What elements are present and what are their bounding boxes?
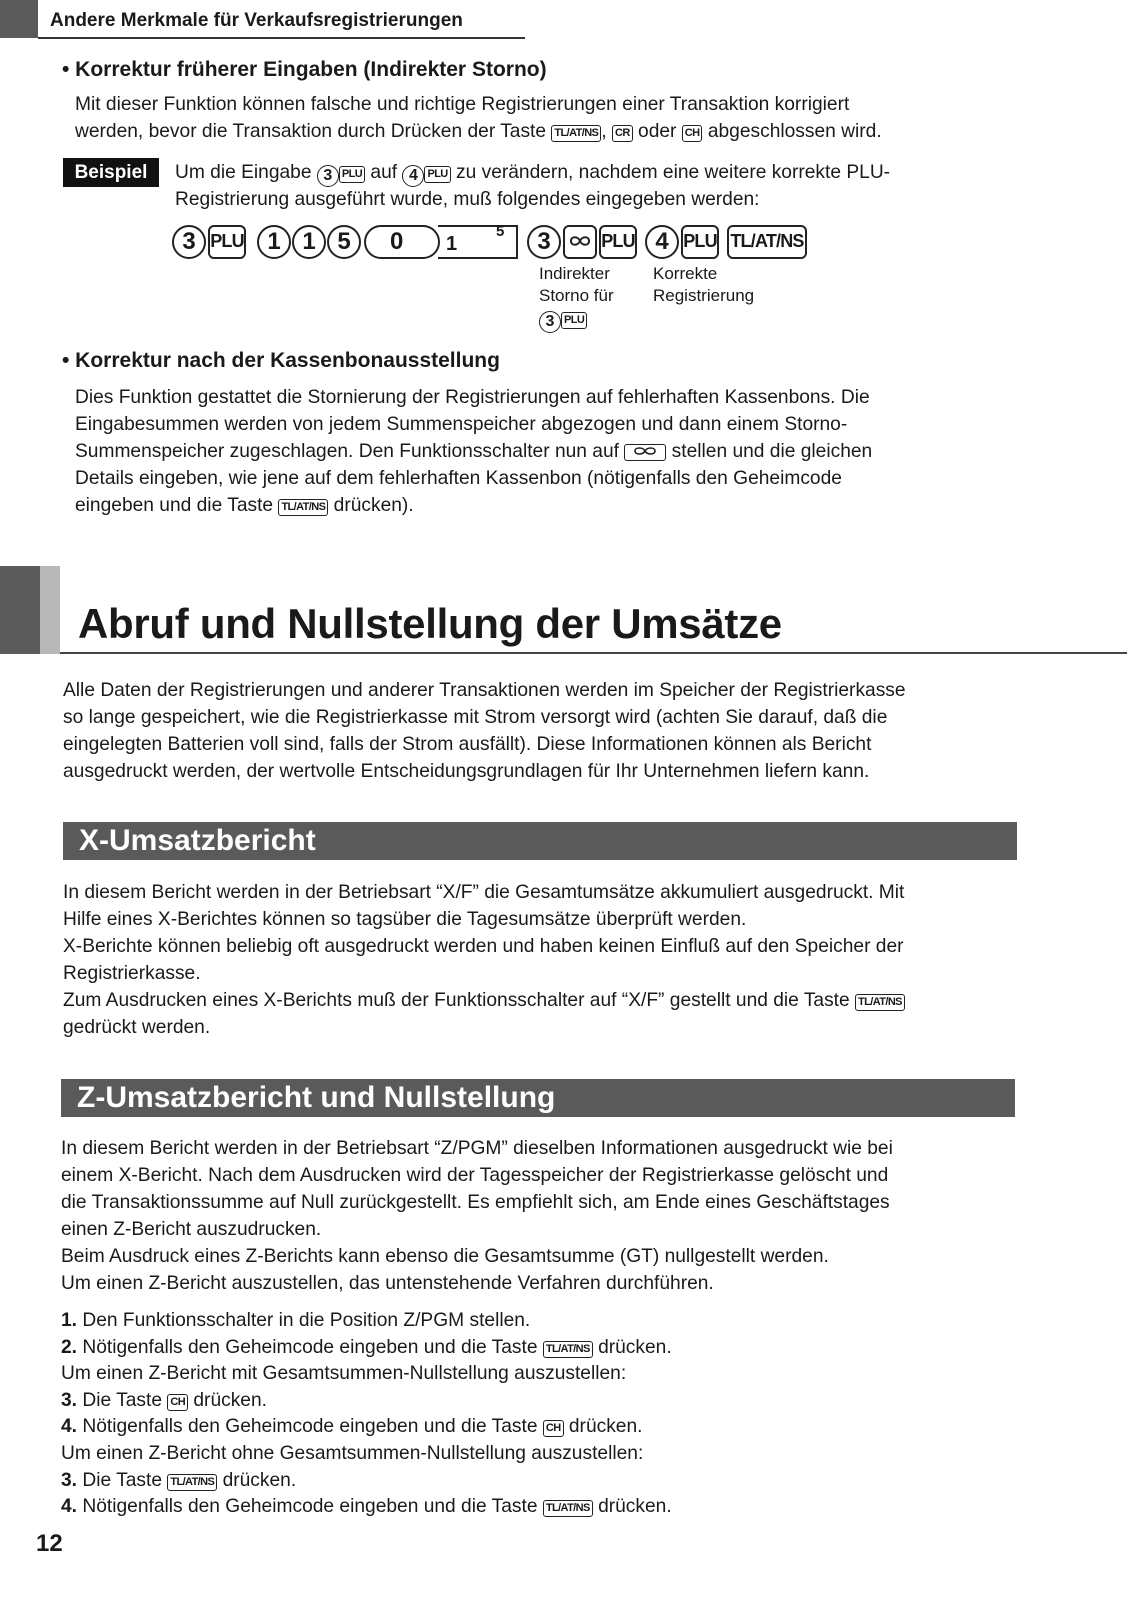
plu-key-icon: PLU [561, 312, 587, 329]
paragraph-line: Eingabesummen werden von jedem Summenspeicher abgezogen und dann einem Storno- [75, 414, 848, 435]
ch-key-icon: CH [167, 1394, 188, 1411]
paragraph-line: eingelegten Batterien voll sind, falls der Strom ausfällt). Diese Informationen können als Bericht [63, 734, 872, 755]
tl-at-ns-key-icon: TL/AT/NS [727, 225, 807, 259]
list-item: 1. Den Funktionsschalter in die Position Z/PGM stellen. [61, 1310, 531, 1331]
list-item: 4. Nötigenfalls den Geheimcode eingeben und die Taste CH drücken. [61, 1416, 643, 1438]
paragraph-line: so lange gespeichert, wie die Registrierkasse mit Strom versorgt wird (achten Sie darauf, daß die [63, 707, 888, 728]
paragraph-line: ausgedruckt werden, der wertvolle Entscheidungsgrundlagen für Ihr Unternehmen liefern kann. [63, 761, 870, 782]
digit-4-key-icon: 4 [402, 165, 424, 187]
paragraph-line: Details eingeben, wie jene auf dem fehlerhaften Kassenbon (nötigenfalls den Geheimcode [75, 468, 842, 489]
price-entry-box: 1 5 [438, 225, 518, 259]
chapter-rule [60, 652, 1127, 654]
plu-key-icon: PLU [681, 225, 719, 259]
plu-key-icon: PLU [208, 225, 246, 259]
tl-at-ns-key-icon: TL/AT/NS [551, 125, 601, 142]
example-badge: Beispiel [63, 158, 159, 187]
header-tab-block [0, 0, 38, 38]
annotation-indirect-void: Indirekter Storno für 3 PLU [539, 263, 614, 333]
digit-1-key-icon: 1 [257, 225, 291, 259]
tl-at-ns-key-icon: TL/AT/NS [167, 1474, 217, 1491]
paragraph-line: Beim Ausdruck eines Z-Berichts kann ebenso die Gesamtsumme (GT) nullgestellt werden. [61, 1246, 829, 1267]
paragraph-line: einen Z-Bericht auszudrucken. [61, 1219, 322, 1240]
double-zero-key-icon: 0 [364, 225, 440, 259]
step-list [61, 1308, 672, 1521]
cr-key-icon: CR [612, 125, 633, 142]
digit-3-key-icon: 3 [172, 225, 206, 259]
paragraph-line: werden, bevor die Transaktion durch Drücken der Taste TL/AT/NS , CR oder CH abgeschlossen wird. [75, 121, 882, 142]
list-item: 3. Die Taste CH drücken. [61, 1389, 267, 1411]
ch-key-icon: CH [543, 1420, 564, 1437]
ch-key-icon: CH [682, 125, 703, 142]
paragraph-line: Um einen Z-Bericht auszustellen, das untenstehende Verfahren durchführen. [61, 1273, 714, 1294]
chapter-tab-accent [40, 566, 60, 654]
example-line: Registrierung ausgeführt wurde, muß folgendes eingegeben werden: [175, 189, 760, 210]
tl-at-ns-key-icon: TL/AT/NS [855, 994, 905, 1011]
paragraph-line: Registrierkasse. [63, 963, 201, 984]
section-heading-indirect-void: • Korrektur früherer Eingaben (Indirekter Storno) [62, 58, 547, 81]
list-item: 3. Die Taste TL/AT/NS drücken. [61, 1469, 297, 1491]
tl-at-ns-key-icon: TL/AT/NS [278, 499, 328, 516]
paragraph-line: In diesem Bericht werden in der Betriebsart “Z/PGM” dieselben Informationen ausgedruckt wie bei [61, 1138, 893, 1159]
paragraph-line: X-Berichte können beliebig oft ausgedruckt werden und haben keinen Einfluß auf den Speicher der [63, 936, 904, 957]
digit-4-key-icon: 4 [645, 225, 679, 259]
digit-1-key-icon: 1 [292, 225, 326, 259]
paragraph-line: eingeben und die Taste TL/AT/NS drücken). [75, 495, 414, 516]
paragraph-line: Hilfe eines X-Berichtes können so tagsüber die Tagesumsätze überprüft werden. [63, 909, 747, 930]
paragraph-line: Zum Ausdrucken eines X-Berichts muß der Funktionsschalter auf “X/F” gestellt und die Taste TL/AT/NS [63, 987, 905, 1014]
paragraph-line: einem X-Bericht. Nach dem Ausdrucken wird der Tagesspeicher der Registrierkasse gelöscht und [61, 1165, 889, 1186]
paragraph-line: In diesem Bericht werden in der Betriebsart “X/F” die Gesamtumsätze akkumuliert ausgedruckt. Mit [63, 882, 905, 903]
paragraph-line: gedrückt werden. [63, 1017, 211, 1038]
paragraph-line: Mit dieser Funktion können falsche und richtige Registrierungen einer Transaktion korrigiert [75, 94, 850, 115]
plu-key-icon: PLU [424, 166, 450, 183]
header-rule [38, 37, 525, 39]
list-subheading: Um einen Z-Bericht mit Gesamtsummen-Nullstellung auszustellen: [61, 1363, 627, 1385]
paragraph-line: Alle Daten der Registrierungen und anderer Transaktionen werden im Speicher der Registrierkasse [63, 680, 906, 701]
plu-key-icon: PLU [599, 225, 637, 259]
plu-key-icon: PLU [339, 166, 365, 183]
page-number: 12 [36, 1530, 63, 1557]
list-subheading: Um einen Z-Bericht ohne Gesamtsummen-Nullstellung auszustellen: [61, 1442, 644, 1464]
list-item: 4. Nötigenfalls den Geheimcode eingeben und die Taste TL/AT/NS drücken. [61, 1496, 672, 1518]
digit-5-key-icon: 5 [327, 225, 361, 259]
tl-at-ns-key-icon: TL/AT/NS [543, 1341, 593, 1358]
void-key-icon [563, 225, 597, 259]
paragraph-line: Summenspeicher zugeschlagen. Den Funktionsschalter nun auf stellen und die gleichen [75, 441, 873, 462]
digit-3-key-icon: 3 [527, 225, 561, 259]
section-bar-z-report: Z-Umsatzbericht und Nullstellung [61, 1079, 1015, 1117]
paragraph-line: die Transaktionssumme auf Null zurückgestellt. Es empfiehlt sich, am Ende eines Geschäftstages [61, 1192, 890, 1213]
example-line: Um die Eingabe 3 PLU auf 4 PLU zu verändern, nachdem eine weitere korrekte PLU- [175, 159, 890, 187]
digit-3-key-icon: 3 [317, 165, 339, 187]
running-header: Andere Merkmale für Verkaufsregistrierungen [50, 10, 463, 31]
list-item: 2. Nötigenfalls den Geheimcode eingeben und die Taste TL/AT/NS drücken. [61, 1336, 672, 1358]
void-mode-icon [624, 444, 666, 461]
paragraph-line: Dies Funktion gestattet die Stornierung der Registrierungen auf fehlerhaften Kassenbons. Die [75, 387, 870, 408]
chapter-title: Abruf und Nullstellung der Umsätze [78, 600, 782, 647]
annotation-correct-registration: Korrekte Registrierung [653, 264, 755, 305]
digit-3-key-icon: 3 [539, 311, 561, 333]
section-bar-x-report: X-Umsatzbericht [63, 822, 1017, 860]
section-heading-receipt-correction: • Korrektur nach der Kassenbonausstellung [62, 349, 500, 372]
tl-at-ns-key-icon: TL/AT/NS [543, 1500, 593, 1517]
chapter-tab-block [0, 566, 40, 654]
